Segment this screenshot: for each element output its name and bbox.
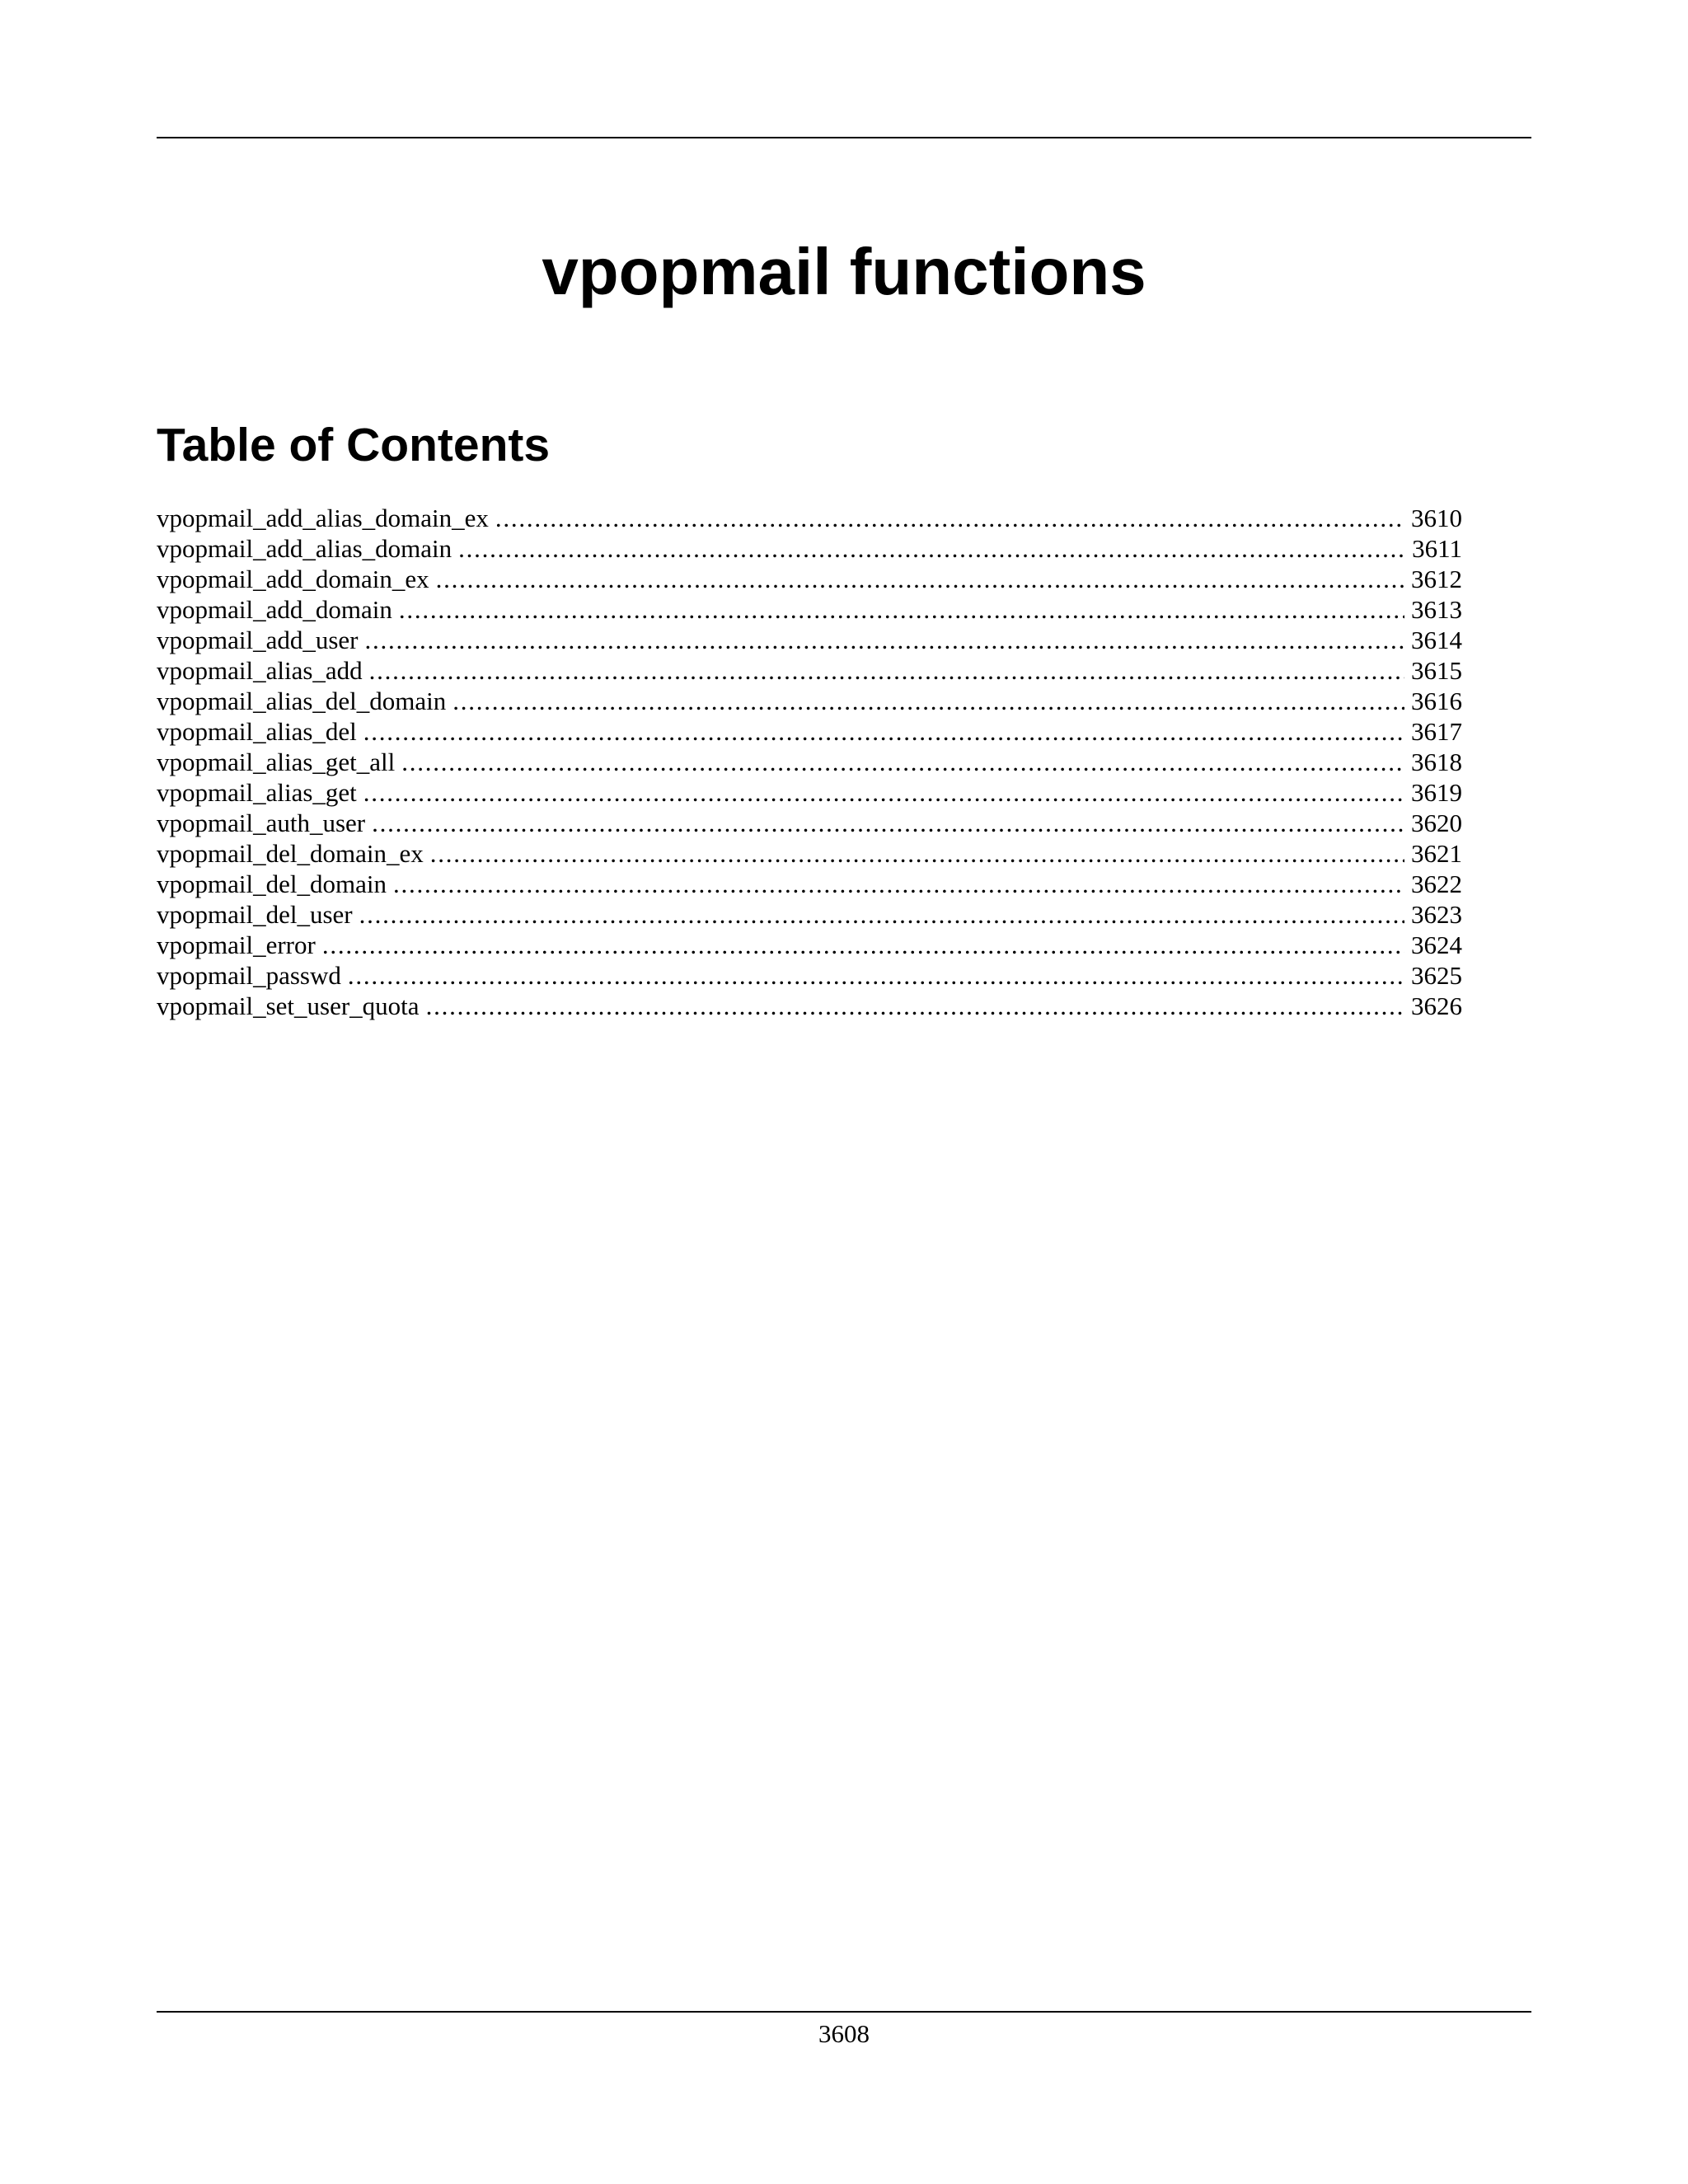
toc-entry[interactable]: [157, 686, 1462, 716]
toc-entry-label[interactable]: vpopmail_add_user: [157, 626, 359, 654]
toc-heading: Table of Contents: [157, 419, 551, 471]
toc-leader-dots: [365, 625, 1404, 655]
toc-entry-label[interactable]: vpopmail_add_domain: [157, 595, 392, 624]
toc-entry-label[interactable]: vpopmail_set_user_quota: [157, 991, 420, 1020]
toc-entry[interactable]: [157, 564, 1462, 594]
toc-entry-label[interactable]: vpopmail_del_user: [157, 900, 353, 929]
toc-entry-page[interactable]: 3615: [1411, 656, 1462, 685]
toc-entry[interactable]: [157, 960, 1462, 991]
toc-entry[interactable]: [157, 991, 1462, 1021]
toc-entry-label[interactable]: vpopmail_add_alias_domain: [157, 534, 452, 563]
toc-entry-page[interactable]: 3618: [1411, 748, 1462, 776]
toc-entry-page[interactable]: 3614: [1411, 626, 1462, 654]
toc-entry-label[interactable]: vpopmail_add_domain_ex: [157, 565, 429, 593]
toc-entry-label[interactable]: vpopmail_del_domain: [157, 869, 387, 898]
toc-leader-dots: [363, 716, 1404, 747]
toc-entry-label[interactable]: vpopmail_alias_del_domain: [157, 687, 447, 715]
toc-entry-page[interactable]: 3626: [1411, 991, 1462, 1020]
toc-entry-page[interactable]: 3610: [1411, 504, 1462, 532]
toc-entry-label[interactable]: vpopmail_alias_get_all: [157, 748, 396, 776]
toc-entry-label[interactable]: vpopmail_auth_user: [157, 808, 366, 837]
toc-leader-dots: [458, 533, 1405, 564]
toc-entry[interactable]: [157, 747, 1462, 777]
toc-leader-dots: [452, 686, 1404, 716]
toc-leader-dots: [369, 655, 1404, 686]
toc-list: [157, 503, 1462, 1021]
toc-leader-dots: [436, 564, 1404, 594]
toc-entry-label[interactable]: vpopmail_alias_add: [157, 656, 363, 685]
toc-leader-dots: [393, 869, 1404, 899]
toc-leader-dots: [372, 808, 1404, 838]
toc-leader-dots: [401, 747, 1404, 777]
toc-entry[interactable]: [157, 594, 1462, 625]
toc-entry-page[interactable]: 3617: [1411, 717, 1462, 746]
toc-entry[interactable]: [157, 899, 1462, 930]
toc-entry[interactable]: [157, 869, 1462, 899]
toc-entry-label[interactable]: vpopmail_passwd: [157, 961, 341, 990]
toc-entry-page[interactable]: 3621: [1411, 839, 1462, 868]
toc-leader-dots: [495, 503, 1404, 533]
toc-entry-page[interactable]: 3613: [1411, 595, 1462, 624]
toc-entry-page[interactable]: 3612: [1411, 565, 1462, 593]
toc-entry[interactable]: [157, 808, 1462, 838]
chapter-title: vpopmail functions: [542, 235, 1146, 308]
toc-entry[interactable]: [157, 777, 1462, 808]
toc-entry-label[interactable]: vpopmail_alias_get: [157, 778, 357, 807]
toc-entry[interactable]: [157, 655, 1462, 686]
toc-leader-dots: [348, 960, 1404, 991]
toc-entry[interactable]: [157, 503, 1462, 533]
toc-leader-dots: [363, 777, 1404, 808]
toc-leader-dots: [430, 838, 1404, 869]
toc-leader-dots: [322, 930, 1404, 960]
page-number: 3608: [818, 2019, 870, 2048]
toc-entry-page[interactable]: 3624: [1411, 930, 1462, 959]
toc-entry[interactable]: [157, 625, 1462, 655]
footer-rule: [157, 2011, 1531, 2013]
toc-entry[interactable]: [157, 838, 1462, 869]
toc-entry-page[interactable]: 3611: [1412, 534, 1462, 563]
toc-entry-label[interactable]: vpopmail_del_domain_ex: [157, 839, 424, 868]
toc-leader-dots: [399, 594, 1404, 625]
toc-entry-page[interactable]: 3623: [1411, 900, 1462, 929]
toc-leader-dots: [426, 991, 1404, 1021]
toc-entry[interactable]: [157, 716, 1462, 747]
toc-entry[interactable]: [157, 533, 1462, 564]
toc-leader-dots: [359, 899, 1404, 930]
toc-entry-label[interactable]: vpopmail_alias_del: [157, 717, 357, 746]
toc-entry[interactable]: [157, 930, 1462, 960]
toc-entry-page[interactable]: 3620: [1411, 808, 1462, 837]
toc-entry-label[interactable]: vpopmail_error: [157, 930, 316, 959]
header-rule: [157, 137, 1531, 138]
toc-entry-page[interactable]: 3619: [1411, 778, 1462, 807]
toc-entry-label[interactable]: vpopmail_add_alias_domain_ex: [157, 504, 489, 532]
toc-entry-page[interactable]: 3616: [1411, 687, 1462, 715]
toc-entry-page[interactable]: 3622: [1411, 869, 1462, 898]
toc-entry-page[interactable]: 3625: [1411, 961, 1462, 990]
